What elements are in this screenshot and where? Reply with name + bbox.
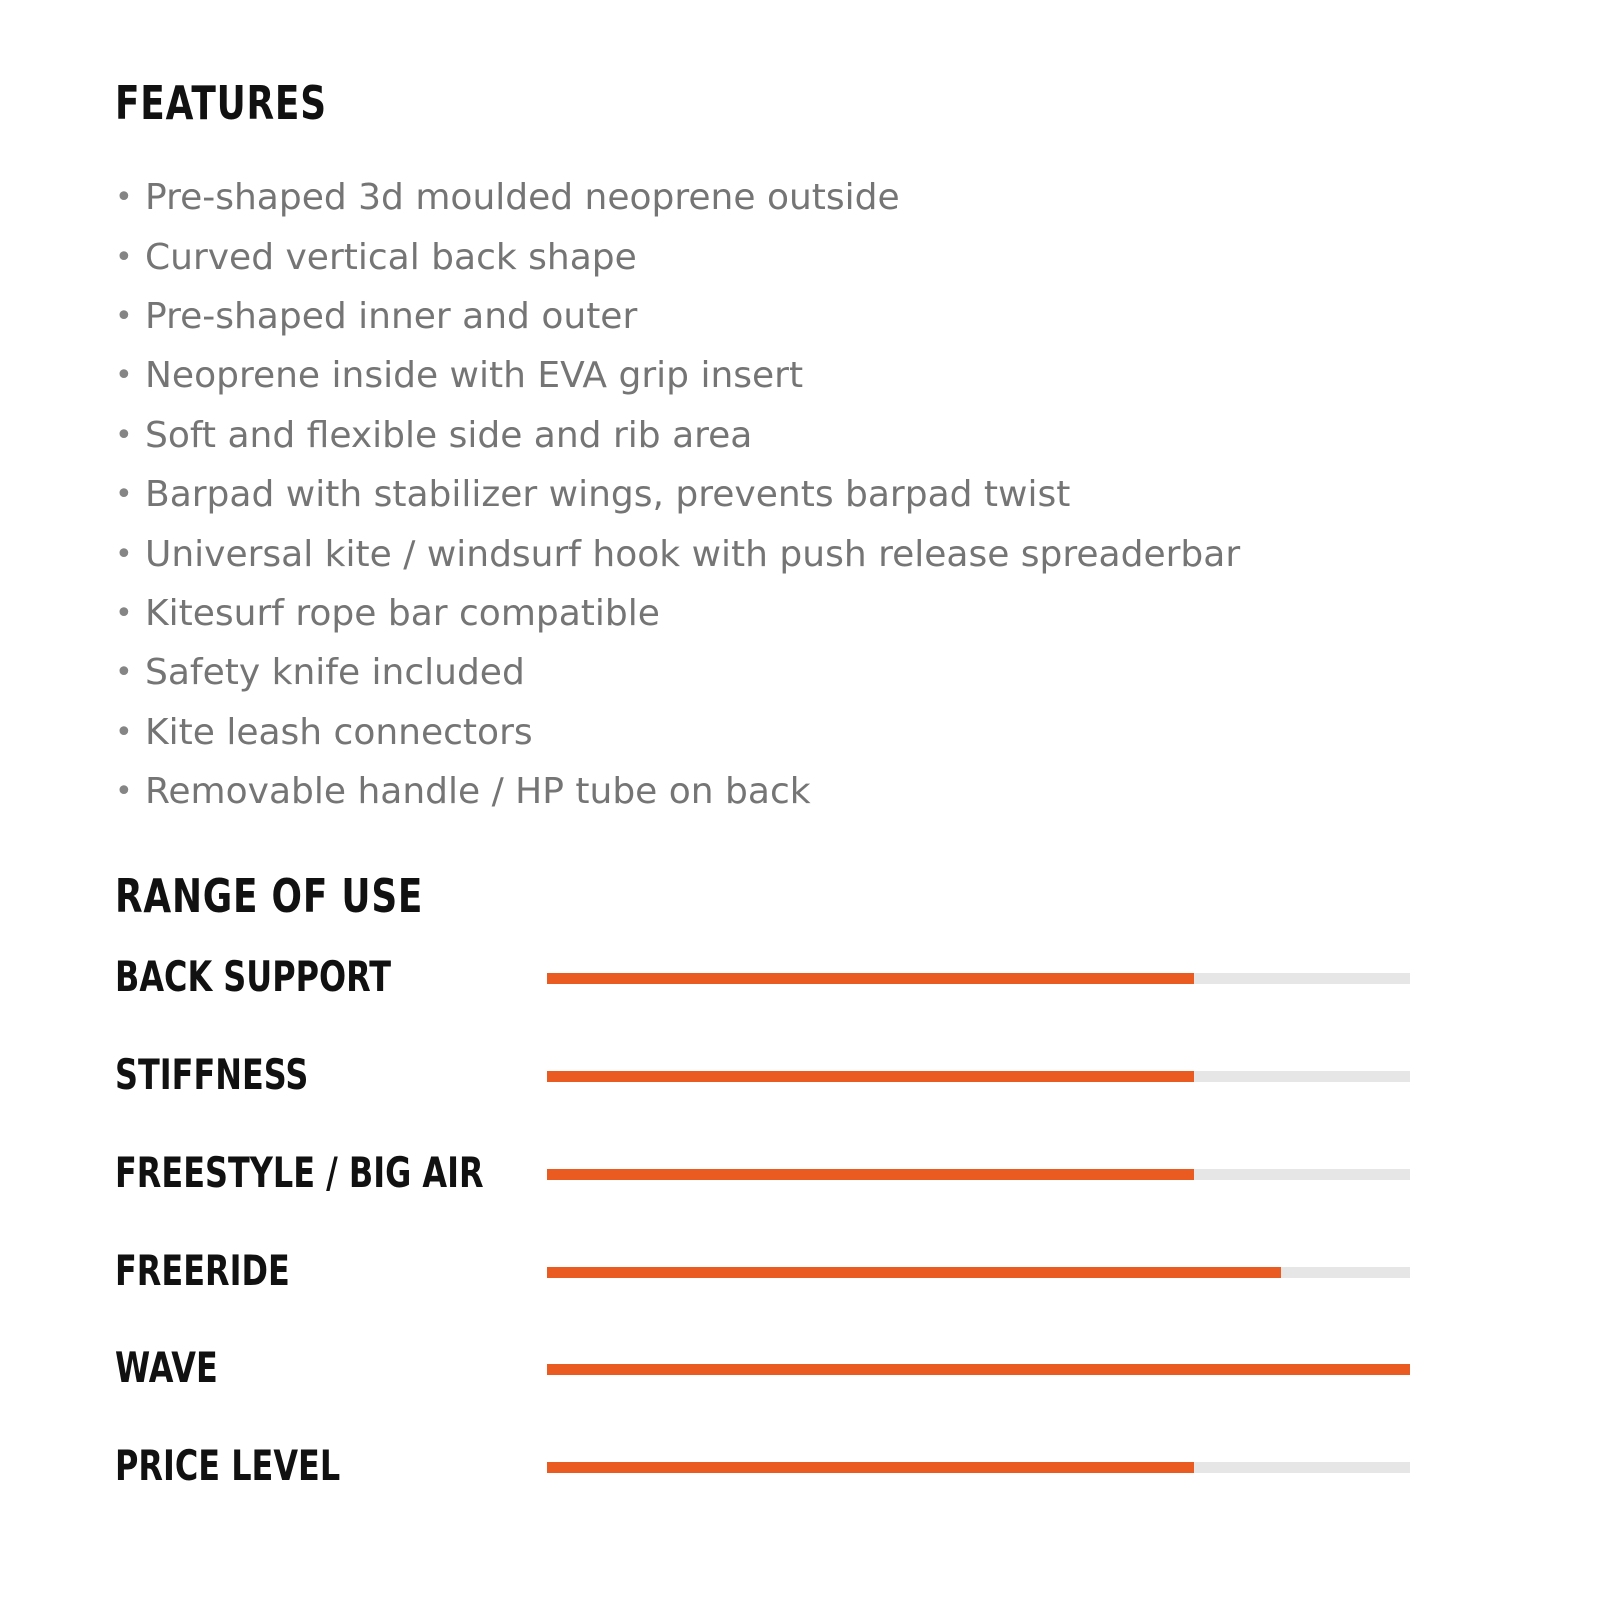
feature-text: Kitesurf rope bar compatible: [145, 592, 660, 634]
feature-list: [115, 168, 1240, 821]
rating-label: FREESTYLE / BIG AIR: [115, 1148, 484, 1197]
bullet-icon: •: [115, 298, 133, 334]
rating-label: FREERIDE: [115, 1246, 290, 1295]
rating-label: BACK SUPPORT: [115, 952, 392, 1001]
rating-row-freestyle-big-air: [115, 1144, 1415, 1204]
range-of-use-heading: RANGE OF USE: [115, 869, 424, 923]
rating-row-price-level: [115, 1437, 1415, 1497]
bullet-icon: •: [115, 595, 133, 631]
feature-text: Neoprene inside with EVA grip insert: [145, 355, 804, 397]
rating-bar-track: [547, 1071, 1410, 1082]
rating-bar-fill: [547, 1462, 1194, 1473]
rating-bar-fill: [547, 973, 1194, 984]
feature-item: [115, 227, 1240, 286]
rating-bar-track: [547, 1462, 1410, 1473]
bullet-icon: •: [115, 239, 133, 275]
rating-label: STIFFNESS: [115, 1050, 309, 1099]
feature-text: Pre-shaped inner and outer: [145, 295, 638, 337]
feature-item: [115, 703, 1240, 762]
feature-item: [115, 584, 1240, 643]
feature-text: Soft and flexible side and rib area: [145, 414, 753, 456]
bullet-icon: •: [115, 774, 133, 810]
feature-item: [115, 168, 1240, 227]
feature-item: [115, 762, 1240, 821]
feature-item: [115, 643, 1240, 702]
feature-text: Barpad with stabilizer wings, prevents barpad twist: [145, 474, 1071, 516]
feature-text: Universal kite / windsurf hook with push release spreaderbar: [145, 533, 1241, 575]
rating-label: WAVE: [115, 1343, 218, 1392]
rating-bar-track: [547, 1169, 1410, 1180]
bullet-icon: •: [115, 477, 133, 513]
feature-item: [115, 465, 1240, 524]
rating-bar-fill: [547, 1267, 1281, 1278]
rating-bar-fill: [547, 1364, 1410, 1375]
bullet-icon: •: [115, 180, 133, 216]
feature-item: [115, 406, 1240, 465]
bullet-icon: •: [115, 655, 133, 691]
bullet-icon: •: [115, 358, 133, 394]
bullet-icon: •: [115, 417, 133, 453]
feature-item: [115, 524, 1240, 583]
feature-text: Removable handle / HP tube on back: [145, 771, 811, 813]
rating-bar-track: [547, 1364, 1410, 1375]
rating-row-wave: [115, 1339, 1415, 1399]
feature-text: Pre-shaped 3d moulded neoprene outside: [145, 177, 900, 219]
features-heading: FEATURES: [115, 76, 327, 130]
bullet-icon: •: [115, 536, 133, 572]
rating-label: PRICE LEVEL: [115, 1441, 341, 1490]
rating-bar-fill: [547, 1071, 1194, 1082]
rating-bar-fill: [547, 1169, 1194, 1180]
rating-bar-track: [547, 1267, 1410, 1278]
rating-row-freeride: [115, 1242, 1415, 1302]
bullet-icon: •: [115, 714, 133, 750]
rating-bar-track: [547, 973, 1410, 984]
feature-text: Safety knife included: [145, 652, 525, 694]
rating-row-back-support: [115, 948, 1415, 1008]
feature-item: [115, 346, 1240, 405]
feature-text: Curved vertical back shape: [145, 236, 637, 278]
rating-row-stiffness: [115, 1046, 1415, 1106]
feature-item: [115, 287, 1240, 346]
feature-text: Kite leash connectors: [145, 711, 533, 753]
